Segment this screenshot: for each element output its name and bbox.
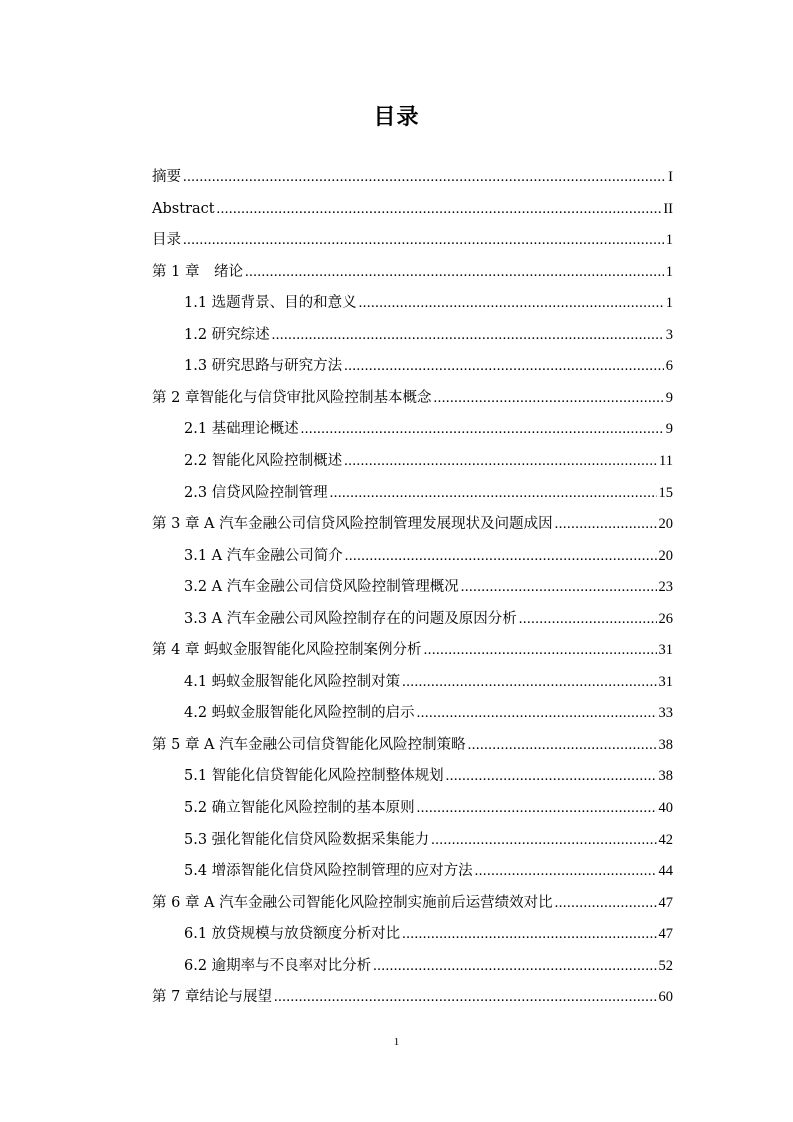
toc-entry-title: 目录 xyxy=(152,232,181,249)
toc-entry-page: 9 xyxy=(665,421,673,438)
toc-entry-page: 38 xyxy=(658,736,673,753)
toc-entry[interactable] xyxy=(152,635,673,659)
toc-dot-leader xyxy=(373,957,656,975)
toc-entry[interactable] xyxy=(184,667,673,691)
toc-dot-leader xyxy=(183,231,664,249)
toc-entry-page: 9 xyxy=(665,389,673,406)
toc-entry-page: 15 xyxy=(658,484,673,501)
toc-entry[interactable] xyxy=(152,888,673,912)
toc-dot-leader xyxy=(402,925,656,943)
toc-entry-page: 52 xyxy=(658,957,673,974)
toc-entry-page: 38 xyxy=(658,768,673,785)
toc-entry-title: 第 3 章 A 汽车金融公司信贷风险控制管理发展现状及问题成因 xyxy=(152,516,553,533)
toc-entry[interactable] xyxy=(152,730,673,754)
toc-entry-title: 2.2 智能化风险控制概述 xyxy=(184,452,343,469)
toc-entry-page: 1 xyxy=(665,263,673,280)
toc-entry-title: 5.3 强化智能化信贷风险数据采集能力 xyxy=(184,831,430,848)
toc-entry[interactable] xyxy=(184,951,673,975)
toc-entry[interactable] xyxy=(184,698,673,722)
toc-entry-page: 3 xyxy=(665,326,673,343)
toc-entry-title: 1.3 研究思路与研究方法 xyxy=(184,358,343,375)
toc-entry-title: 2.3 信贷风险控制管理 xyxy=(184,484,328,501)
toc-dot-leader xyxy=(330,484,657,502)
toc-dot-leader xyxy=(344,357,664,375)
toc-entry[interactable] xyxy=(184,825,673,849)
toc-entry[interactable] xyxy=(184,320,673,344)
toc-entry-page: 31 xyxy=(658,673,673,690)
toc-entry[interactable] xyxy=(184,856,673,880)
toc-entry-page: 44 xyxy=(658,863,673,880)
toc-entry[interactable] xyxy=(152,194,673,218)
page-title: 目录 xyxy=(373,104,420,130)
toc-entry[interactable] xyxy=(152,162,673,186)
toc-entry-title: 1.1 选题背景、目的和意义 xyxy=(184,295,357,312)
toc-entry-page: 31 xyxy=(658,642,673,659)
toc-dot-leader xyxy=(433,389,663,407)
toc-entry-title: 第 6 章 A 汽车金融公司智能化风险控制实施前后运营绩效对比 xyxy=(152,894,553,911)
toc-dot-leader xyxy=(245,263,664,281)
toc-dot-leader xyxy=(217,200,662,218)
toc-entry[interactable] xyxy=(184,288,673,312)
toc-entry[interactable] xyxy=(152,383,673,407)
toc-dot-leader xyxy=(461,578,657,596)
toc-entry-title: 摘要 xyxy=(152,169,181,185)
toc-dot-leader xyxy=(555,515,657,533)
toc-dot-leader xyxy=(345,547,657,565)
toc-entry-page: 60 xyxy=(658,989,673,1006)
toc-entry[interactable] xyxy=(184,541,673,565)
toc-entry[interactable] xyxy=(184,793,673,817)
toc-entry-page: 11 xyxy=(659,452,673,469)
toc-dot-leader xyxy=(274,988,657,1006)
toc-dot-leader xyxy=(301,420,664,438)
toc-entry-title: 3.2 A 汽车金融公司信贷风险控制管理概况 xyxy=(184,579,459,596)
toc-entry-page: I xyxy=(668,169,673,185)
toc-dot-leader xyxy=(431,831,656,849)
toc-entry-title: 6.2 逾期率与不良率对比分析 xyxy=(184,957,372,974)
toc-entry-title: 第 5 章 A 汽车金融公司信贷智能化风险控制策略 xyxy=(152,736,466,753)
toc-entry-title: Abstract xyxy=(152,200,215,217)
toc-entry[interactable] xyxy=(184,604,673,628)
toc-entry-title: 4.1 蚂蚁金服智能化风险控制对策 xyxy=(184,673,401,690)
toc-entry[interactable] xyxy=(152,509,673,533)
toc-dot-leader xyxy=(475,862,657,880)
toc-entry-page: 33 xyxy=(658,705,673,722)
toc-entry-title: 4.2 蚂蚁金服智能化风险控制的启示 xyxy=(184,705,415,722)
toc-entry[interactable] xyxy=(184,414,673,438)
toc-dot-leader xyxy=(417,704,657,722)
toc-entry[interactable] xyxy=(152,982,673,1006)
toc-entry-title: 5.1 智能化信贷智能化风险控制整体规划 xyxy=(184,768,444,785)
toc-entry-page: 26 xyxy=(658,610,673,627)
toc-entry-page: II xyxy=(663,200,673,217)
toc-entry-page: 20 xyxy=(658,516,673,533)
toc-entry[interactable] xyxy=(184,446,673,470)
toc-entry[interactable] xyxy=(184,478,673,502)
toc-entry[interactable] xyxy=(152,225,673,249)
toc-dot-leader xyxy=(359,294,664,312)
toc-entry-title: 3.1 A 汽车金融公司简介 xyxy=(184,547,343,564)
toc-entry[interactable] xyxy=(184,572,673,596)
toc-entry-title: 第 2 章智能化与信贷审批风险控制基本概念 xyxy=(152,389,432,406)
toc-dot-leader xyxy=(468,736,657,754)
toc-entry-title: 第 7 章结论与展望 xyxy=(152,989,272,1006)
toc-entry-page: 47 xyxy=(658,894,673,911)
toc-entry-page: 1 xyxy=(665,295,673,312)
toc-dot-leader xyxy=(402,673,656,691)
toc-dot-leader xyxy=(417,799,657,817)
toc-entry[interactable] xyxy=(184,761,673,785)
toc-entry-page: 6 xyxy=(665,358,673,375)
toc-entry-page: 1 xyxy=(665,232,673,249)
toc-dot-leader xyxy=(272,326,664,344)
toc-entry-page: 40 xyxy=(658,800,673,816)
toc-entry-title: 2.1 基础理论概述 xyxy=(184,421,299,438)
toc-entry[interactable] xyxy=(152,257,673,281)
toc-dot-leader xyxy=(519,610,657,628)
toc-entry-page: 42 xyxy=(658,831,673,848)
toc-entry-title: 6.1 放贷规模与放贷额度分析对比 xyxy=(184,926,401,943)
toc-entry-title: 5.4 增添智能化信贷风险控制管理的应对方法 xyxy=(184,863,473,880)
toc-entry-page: 23 xyxy=(658,579,673,596)
toc-entry-title: 3.3 A 汽车金融公司风险控制存在的问题及原因分析 xyxy=(184,610,517,627)
toc-entry-title: 第 1 章 绪论 xyxy=(152,263,243,280)
toc-entry-title: 1.2 研究综述 xyxy=(184,326,270,343)
toc-entry-page: 47 xyxy=(658,926,673,943)
toc-dot-leader xyxy=(555,894,657,912)
toc-entry-title: 第 4 章 蚂蚁金服智能化风险控制案例分析 xyxy=(152,642,422,659)
toc-entry[interactable] xyxy=(184,351,673,375)
toc-entry-page: 20 xyxy=(658,547,673,564)
toc-entry-title: 5.2 确立智能化风险控制的基本原则 xyxy=(184,800,415,816)
toc-entry[interactable] xyxy=(184,919,673,943)
toc-dot-leader xyxy=(344,452,657,470)
toc-dot-leader xyxy=(446,767,657,785)
page-number: 1 xyxy=(393,1036,400,1048)
toc-dot-leader xyxy=(183,168,666,186)
toc-dot-leader xyxy=(424,641,657,659)
